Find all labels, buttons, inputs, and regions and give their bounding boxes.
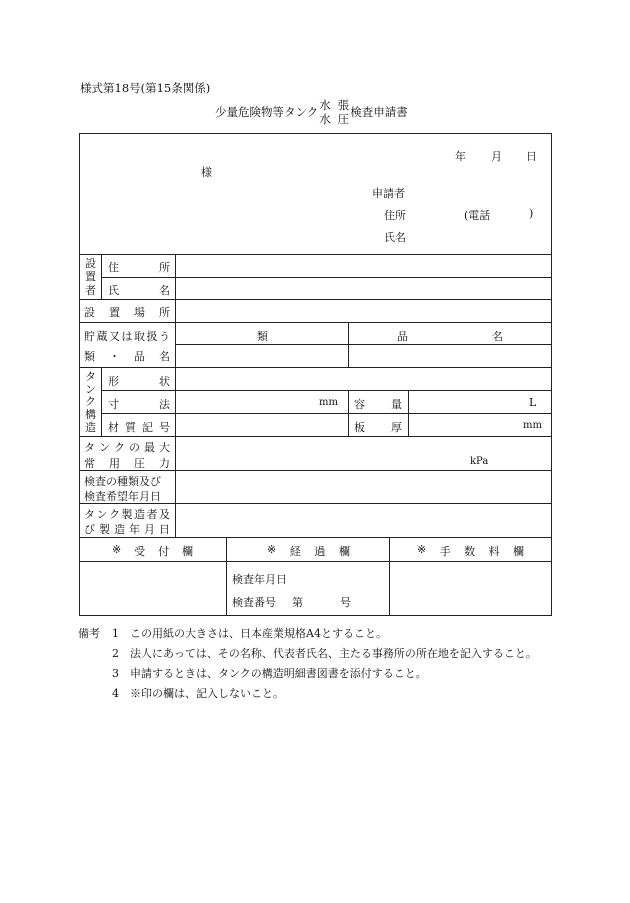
maker-label-line2: び 製 造 年 月 日 [84, 523, 170, 536]
thickness-unit: mm [523, 420, 542, 431]
applicant-label: 申請者 [372, 187, 405, 200]
inspection-date-label: 検査年月日 [232, 573, 287, 586]
note-item [78, 664, 537, 684]
title-stack-right-top: 張 [337, 98, 350, 112]
pressure-label-line1: タ ン ク の 最 大 [84, 441, 170, 454]
name-label: 氏名 [384, 231, 406, 244]
product-header-2: 名 [492, 330, 503, 343]
tank-group-label: タ ン ク 構 造 [85, 369, 96, 435]
thickness-label: 板 厚 [354, 421, 402, 434]
category-header: 類 [257, 330, 268, 343]
inspection-label-line1: 検査の種類及び [84, 475, 161, 488]
title-stack-right [338, 98, 350, 126]
installer-group-char: 置 [85, 270, 96, 284]
date-year: 年 [455, 150, 466, 163]
form-title [215, 97, 408, 127]
number-suffix: 号 [340, 596, 351, 609]
capacity-unit: L [529, 396, 537, 409]
storage-label-line1: 貯 蔵 又 は 取 扱 う [84, 330, 170, 343]
note-text: ※印の欄は、記入しないこと。 [130, 687, 284, 700]
note-number: 1 [112, 627, 119, 640]
installer-group-label [80, 257, 101, 297]
date-day: 日 [526, 150, 537, 163]
install-location-label: 設 置 場 所 [84, 306, 170, 319]
installer-group-char: 者 [85, 283, 96, 297]
form-number: 様式第18号(第15条関係) [80, 81, 211, 95]
addressee-suffix: 様 [201, 166, 212, 179]
progress-header: ※ 経 過 欄 [267, 543, 350, 558]
notes-heading: 備考 [78, 627, 100, 640]
fee-header: ※ 手 数 料 欄 [417, 543, 524, 558]
date-month: 月 [491, 150, 502, 163]
note-text: この用紙の大きさは、日本産業規格A4とすること。 [130, 627, 387, 640]
phone-close: ) [529, 207, 534, 220]
title-stack-right-bottom: 圧 [337, 112, 350, 126]
pressure-unit: kPa [470, 456, 489, 467]
capacity-label: 容 量 [354, 398, 402, 411]
note-item [78, 684, 537, 704]
product-header-1: 品 [397, 330, 408, 343]
storage-label-line2: 類 ・ 品 名 [84, 350, 170, 363]
note-number: 4 [112, 687, 119, 700]
note-number: 3 [112, 667, 119, 680]
note-item [78, 624, 537, 644]
title-stack-left-top: 水 [319, 98, 331, 112]
notes [78, 624, 537, 704]
shape-label: 形 状 [108, 375, 170, 388]
address-label: 住所 [384, 209, 406, 222]
dimension-label: 寸 法 [108, 398, 170, 411]
note-number: 2 [112, 647, 119, 660]
inspection-number-label: 検査番号 [232, 596, 276, 609]
inspection-label-line2: 検査希望年月日 [84, 490, 161, 503]
dimension-unit: mm [319, 397, 338, 408]
phone-label: (電話 [464, 209, 491, 222]
installer-group-char: 設 [85, 257, 96, 271]
note-text: 法人にあっては、その名称、代表者氏名、主たる事務所の所在地を記入すること。 [130, 647, 537, 660]
installer-address-label: 住 所 [108, 261, 170, 274]
note-text: 申請するときは、タンクの構造明細書図書を添付すること。 [130, 667, 427, 680]
reception-header: ※ 受 付 欄 [112, 543, 193, 558]
installer-name-label: 氏 名 [108, 284, 170, 297]
title-stack-left-bottom: 水 [319, 112, 331, 126]
title-stack-left [319, 98, 331, 126]
number-prefix: 第 [292, 596, 303, 609]
note-item [78, 644, 537, 664]
pressure-label-line2: 常 用 圧 力 [84, 457, 170, 470]
material-label: 材 質 記 号 [108, 421, 170, 434]
title-suffix: 検査申請書 [350, 105, 408, 119]
title-prefix: 少量危険物等タンク [215, 105, 319, 119]
maker-label-line1: タ ン ク 製 造 者 及 [84, 508, 170, 521]
